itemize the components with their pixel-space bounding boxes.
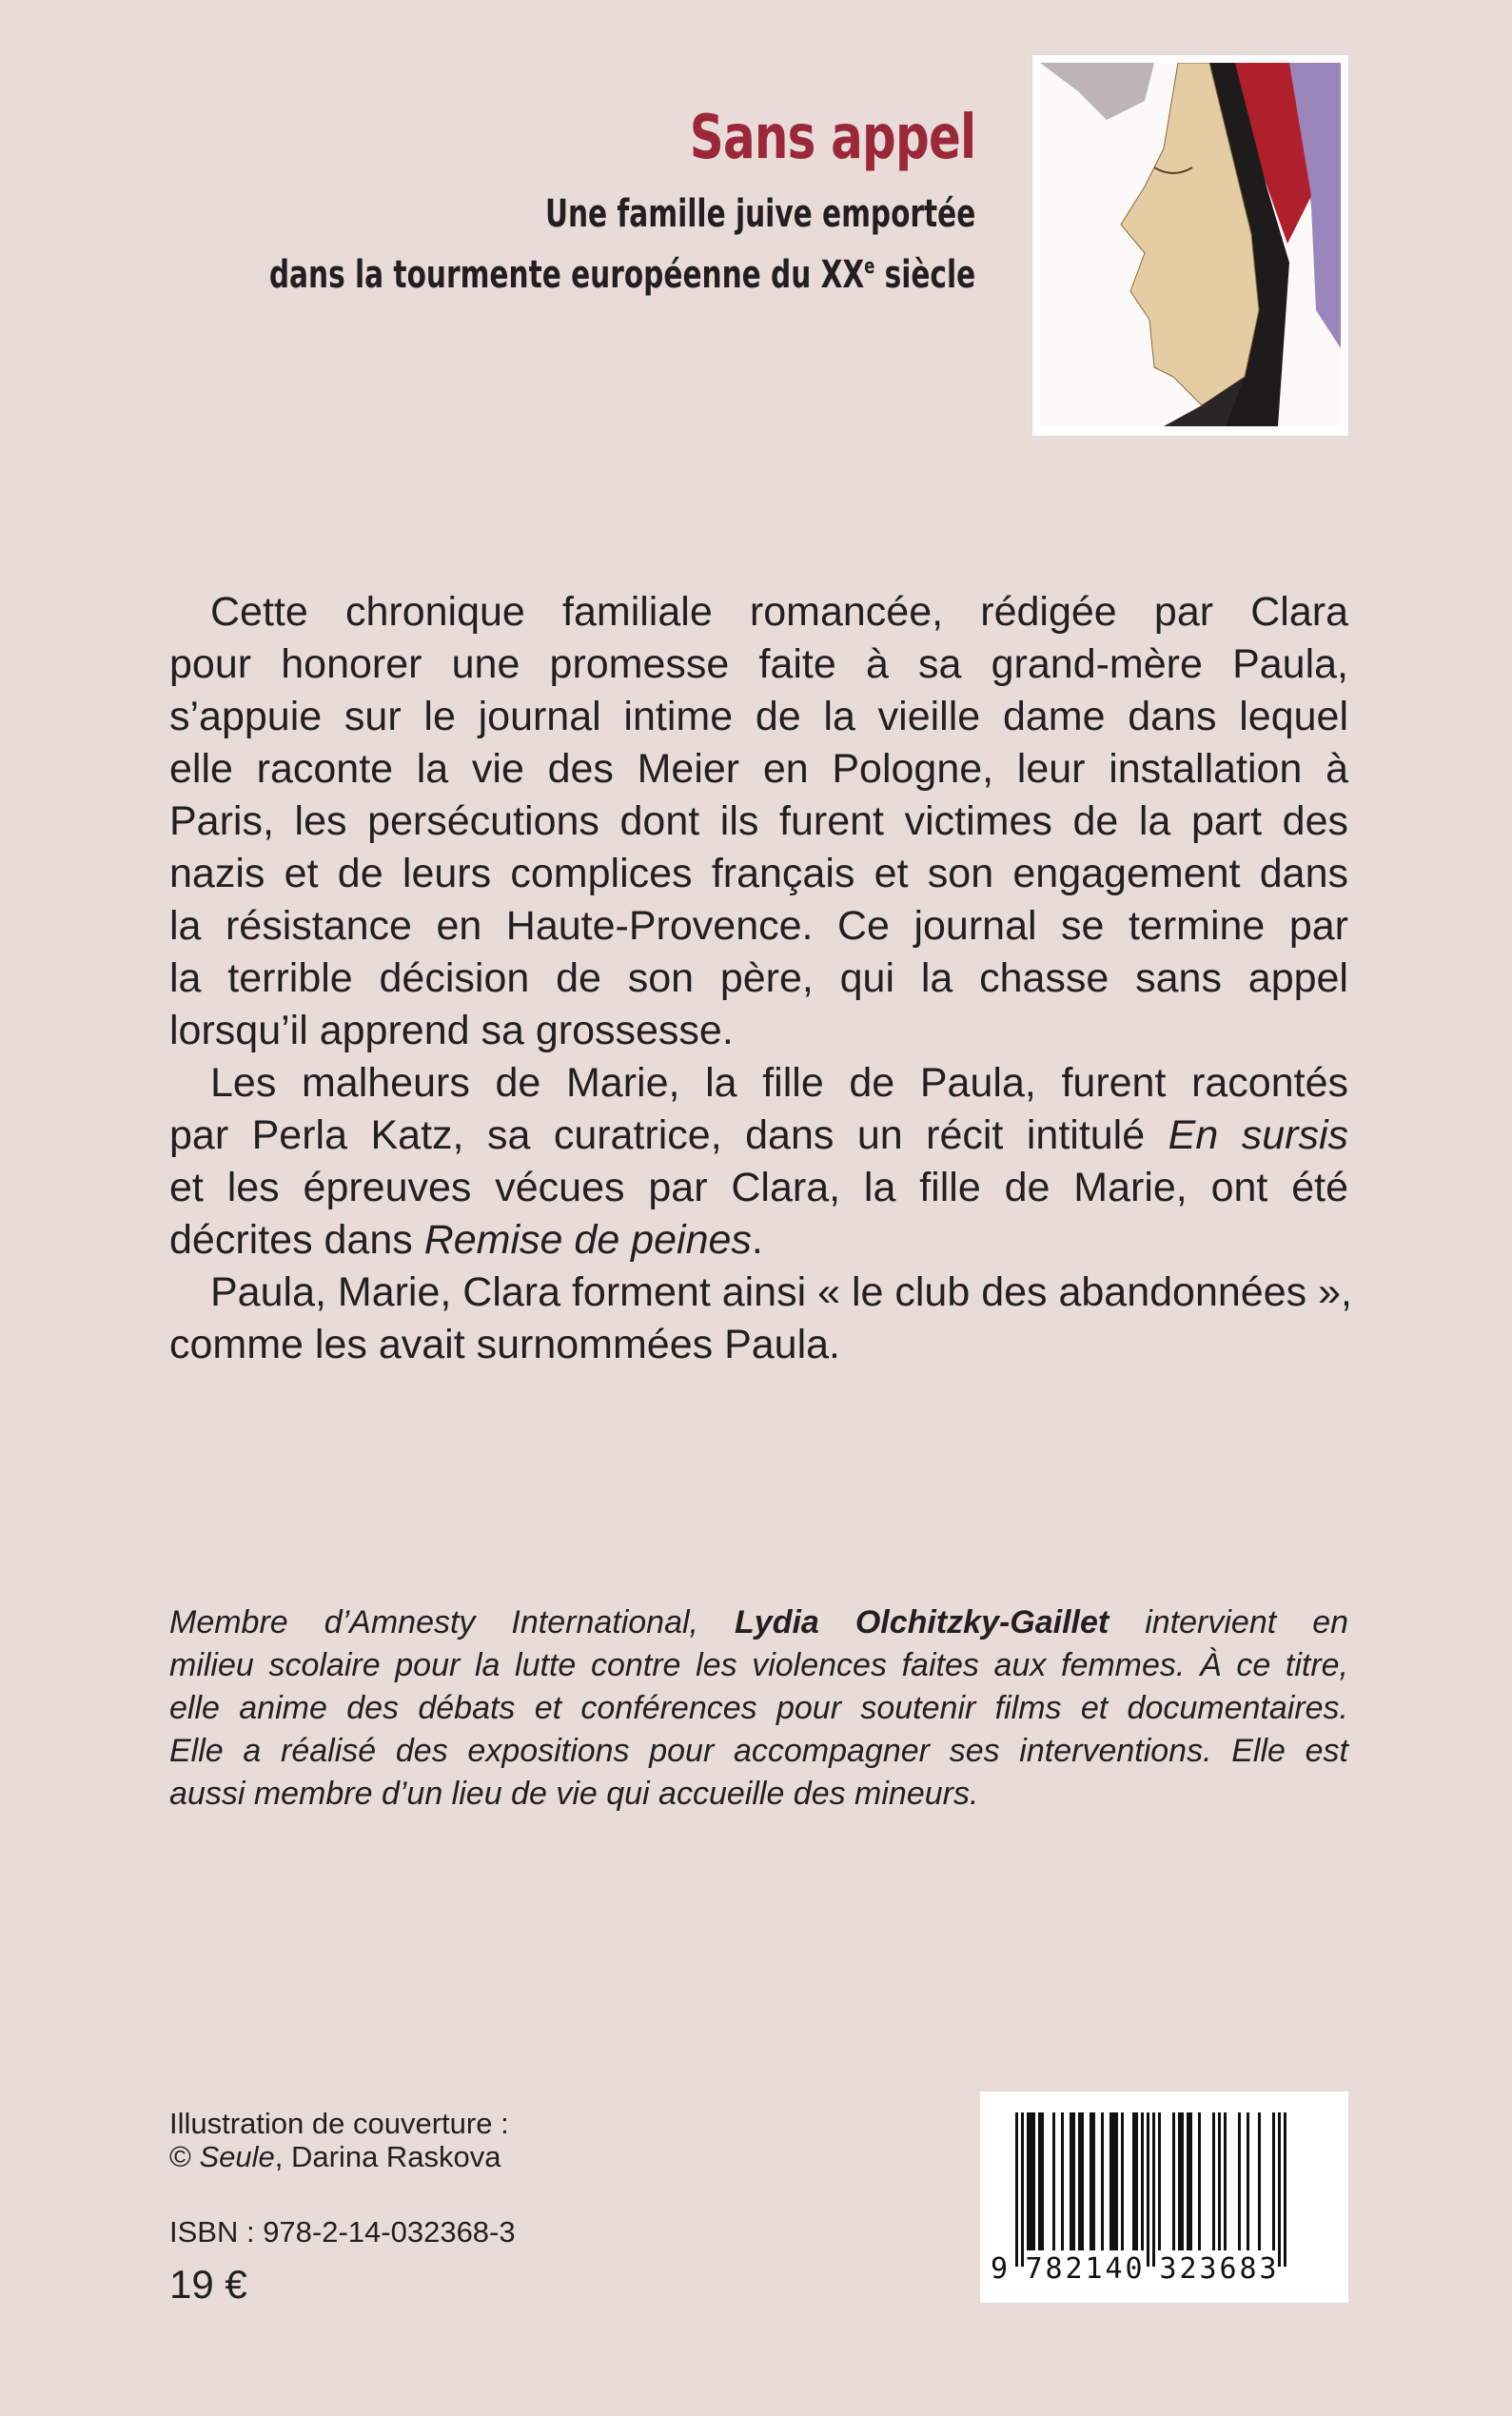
subtitle-line-1: Une famille juive emportée	[544, 192, 975, 236]
text-segment: Paris, les persécutions dont ils furent victimes de la part des	[169, 798, 1348, 844]
barcode-bar	[1121, 2112, 1124, 2250]
subtitle-line-2	[269, 253, 975, 297]
book-title: Sans appel	[689, 103, 975, 173]
summary-line	[169, 796, 1348, 848]
text-segment: .	[751, 1217, 763, 1263]
text-segment: Les malheurs de Marie, la fille de Paula, furent racontés	[169, 1060, 1348, 1106]
text-segment: et les épreuves vécues par Clara, la fille de Marie, ont été	[169, 1165, 1348, 1210]
summary-line	[169, 1162, 1348, 1214]
summary-line	[169, 848, 1348, 900]
text-segment: elle anime des débats et conférences pour soutenir films et documentaires.	[169, 1690, 1348, 1726]
isbn-barcode	[980, 2092, 1348, 2303]
barcode-bar	[1038, 2112, 1041, 2250]
barcode-digit: 1	[1085, 2252, 1103, 2286]
text-segment: elle raconte la vie des Meier en Pologne, leur installation à	[169, 746, 1348, 792]
text-segment: s’appuie sur le journal intime de la vieille dame dans lequel	[169, 694, 1348, 739]
barcode-bar	[1030, 2112, 1032, 2250]
barcode-bar	[1015, 2112, 1018, 2267]
text-segment: Elle a réalisé des expositions pour accompagner ses interventions. Elle est	[169, 1733, 1348, 1769]
cover-illustration	[1032, 55, 1348, 436]
barcode-bar	[1272, 2112, 1275, 2250]
barcode-bar	[1152, 2112, 1155, 2267]
barcode-bar	[1172, 2112, 1175, 2250]
barcode-bar	[1178, 2112, 1181, 2250]
credits-artist	[169, 2140, 509, 2173]
summary-line	[169, 743, 1348, 796]
subtitle-text: siècle	[874, 253, 975, 297]
barcode-bar	[1081, 2112, 1084, 2250]
barcode-graphic	[980, 2092, 1348, 2303]
barcode-bar	[1135, 2112, 1138, 2250]
summary-line	[169, 953, 1348, 1005]
text-segment: pour honorer une promesse faite à sa grand-mère Paula,	[169, 641, 1348, 687]
artwork-title: Seule	[199, 2140, 275, 2173]
text-segment: Paula, Marie, Clara forment ainsi « le club des abandonnées »,	[169, 1269, 1352, 1315]
summary-line	[169, 1319, 1348, 1371]
barcode-bar	[1032, 2112, 1035, 2250]
barcode-bar	[1212, 2112, 1215, 2250]
text-segment: Cette chronique familiale romancée, rédigée par Clara	[169, 589, 1348, 635]
text-segment: Membre d’Amnesty International,	[169, 1604, 736, 1640]
barcode-bar	[1189, 2112, 1192, 2250]
barcode-bar	[1041, 2112, 1044, 2250]
barcode-bar	[1101, 2112, 1104, 2250]
barcode-bar	[1147, 2112, 1149, 2267]
summary-line	[169, 1057, 1348, 1110]
price: 19 €	[169, 2262, 247, 2307]
barcode-bar	[1021, 2112, 1024, 2267]
barcode-digit: 9	[990, 2252, 1009, 2286]
text-segment: la résistance en Haute-Provence. Ce journal se termine par	[169, 903, 1348, 949]
barcode-digit: 7	[1025, 2252, 1043, 2286]
barcode-bar	[1158, 2112, 1161, 2250]
text-segment: nazis et de leurs complices français et son engagement dans	[169, 851, 1348, 896]
barcode-digit: 3	[1159, 2252, 1177, 2286]
artist-name: , Darina Raskova	[274, 2140, 501, 2173]
text-segment: la terrible décision de son père, qui la chasse sans appel	[169, 955, 1348, 1001]
barcode-bar	[1061, 2112, 1064, 2250]
bio-line	[169, 1773, 1348, 1816]
barcode-digit: 3	[1259, 2252, 1277, 2286]
cover-credits	[169, 2107, 509, 2173]
text-segment: par Perla Katz, sa curatrice, dans un récit intitulé	[169, 1112, 1168, 1158]
barcode-bar	[1284, 2112, 1286, 2267]
text-segment: décrites dans	[169, 1217, 424, 1263]
summary-line	[169, 638, 1348, 691]
author-bio	[169, 1601, 1348, 1816]
barcode-bar	[1092, 2112, 1095, 2250]
summary-line	[169, 1110, 1348, 1162]
isbn: ISBN : 978-2-14-032368-3	[169, 2215, 516, 2249]
barcode-digit: 3	[1199, 2252, 1217, 2286]
copyright-symbol: ©	[169, 2140, 191, 2173]
summary-line	[169, 1214, 1348, 1267]
bio-line	[169, 1687, 1348, 1730]
barcode-bar	[1187, 2112, 1189, 2250]
italic-title: En sursis	[1168, 1112, 1348, 1158]
barcode-digit: 4	[1105, 2252, 1123, 2286]
text-segment: milieu scolaire pour la lutte contre les violences faites aux femmes. À ce titre,	[169, 1647, 1348, 1683]
barcode-bar	[1027, 2112, 1030, 2250]
bio-line	[169, 1730, 1348, 1773]
summary-line	[169, 1267, 1352, 1319]
barcode-bar	[1258, 2112, 1261, 2250]
summary-text	[169, 586, 1352, 1371]
barcode-digit: 6	[1219, 2252, 1237, 2286]
author-name: Lydia Olchitzky-Gaillet	[735, 1604, 1109, 1640]
barcode-bar	[1224, 2112, 1227, 2250]
barcode-bar	[1072, 2112, 1075, 2250]
bio-line	[169, 1644, 1348, 1687]
barcode-bar	[1070, 2112, 1072, 2250]
summary-line	[169, 1005, 1348, 1057]
text-segment: lorsqu’il apprend sa grossesse.	[169, 1008, 734, 1053]
subtitle-text: dans la tourmente européenne du XX	[268, 253, 865, 297]
text-segment: intervient en	[1109, 1604, 1349, 1640]
barcode-digit: 2	[1179, 2252, 1197, 2286]
barcode-bar	[1132, 2112, 1135, 2250]
summary-line	[169, 691, 1348, 743]
barcode-bar	[1198, 2112, 1201, 2250]
summary-line	[169, 586, 1348, 638]
barcode-bar	[1109, 2112, 1112, 2250]
barcode-bar	[1090, 2112, 1092, 2250]
italic-title: Remise de peines	[423, 1217, 752, 1263]
subtitle-superscript: e	[864, 255, 875, 279]
barcode-bar	[1238, 2112, 1241, 2250]
barcode-bar	[1247, 2112, 1249, 2250]
barcode-bar	[1141, 2112, 1144, 2250]
barcode-bar	[1278, 2112, 1281, 2267]
barcode-digit: 0	[1125, 2252, 1143, 2286]
barcode-bar	[1181, 2112, 1184, 2250]
barcode-bar	[1078, 2112, 1081, 2250]
barcode-digit: 2	[1065, 2252, 1083, 2286]
barcode-bar	[1218, 2112, 1221, 2250]
barcode-bar	[1112, 2112, 1115, 2250]
barcode-digit: 8	[1045, 2252, 1063, 2286]
barcode-bar	[1115, 2112, 1118, 2250]
barcode-digit: 8	[1239, 2252, 1257, 2286]
bio-line	[169, 1601, 1348, 1644]
credits-label: Illustration de couverture :	[169, 2107, 509, 2140]
summary-line	[169, 900, 1348, 953]
barcode-bar	[1052, 2112, 1055, 2250]
text-segment: comme les avait surnommées Paula.	[169, 1322, 841, 1367]
text-segment: aussi membre d’un lieu de vie qui accueille des mineurs.	[169, 1776, 979, 1812]
